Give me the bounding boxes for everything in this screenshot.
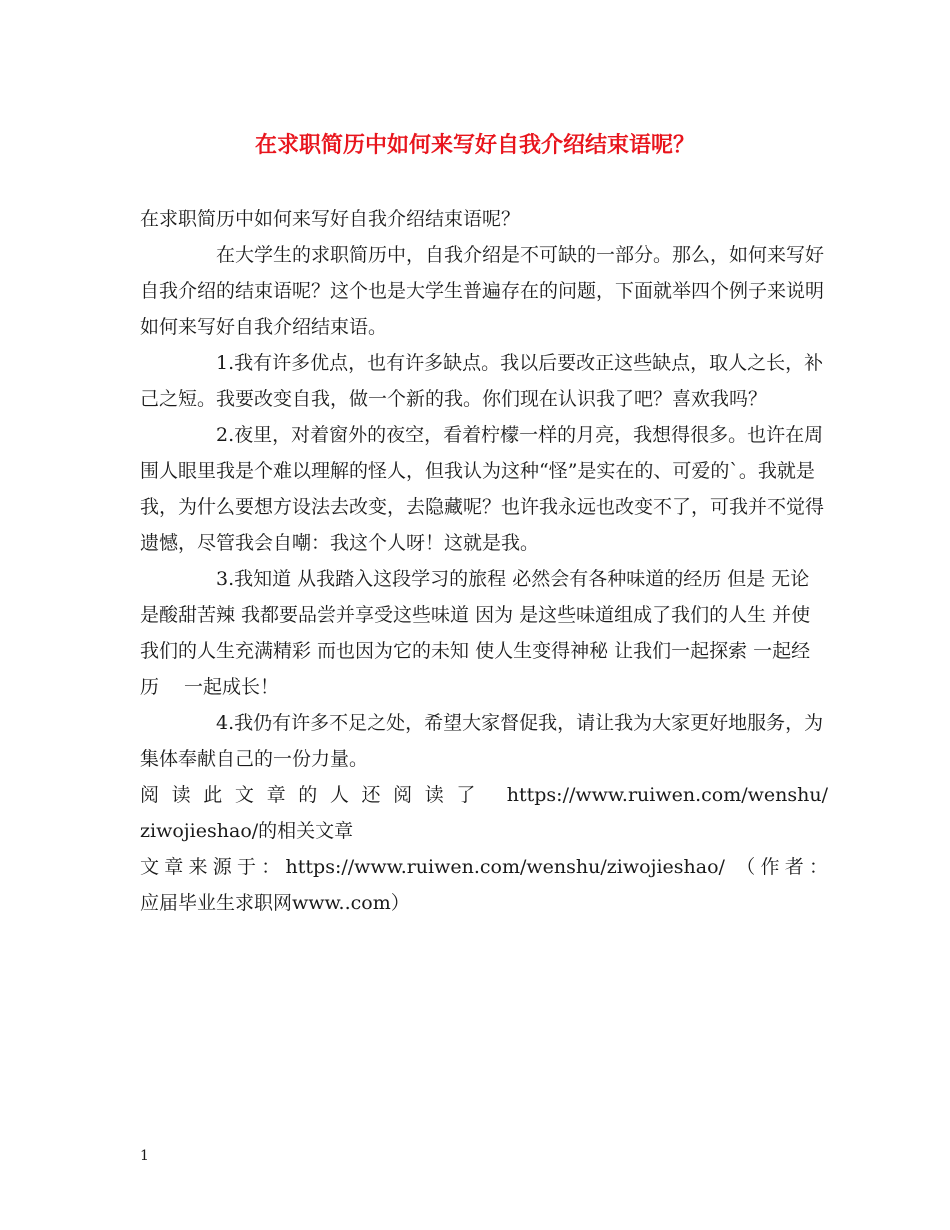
list-item: 1.我有许多优点，也有许多缺点。我以后要改正这些缺点，取人之长，补己之短。我要改变自我，做一个新的我。你们现在认识我了吧？喜欢我吗？ (140, 352, 824, 410)
intro-paragraph: 在大学生的求职简历中，自我介绍是不可缺的一部分。那么，如何来写好自我介绍的结束语呢？这个也是大学生普遍存在的问题，下面就举四个例子来说明如何来写好自我介绍结束语。 (140, 244, 825, 338)
list-item: 2.夜里，对着窗外的夜空，看着柠檬一样的月亮，我想得很多。也许在周围人眼里我是个难以理解的怪人，但我认为这种“怪”是实在的、可爱的`。我就是我，为什么要想方设法去改变，去隐藏呢？也许我永远也改变不了，可我并不觉得遗憾，尽管我会自嘲：我这个人呀！这就是我。 (140, 424, 825, 554)
article-body (140, 201, 828, 921)
related-articles-line: 阅读此文章的人还阅读了 https://www.ruiwen.com/wenshu/ (140, 784, 828, 806)
source-line-2: 应届毕业生求职网www..com） (140, 892, 410, 914)
list-item: 4.我仍有许多不足之处，希望大家督促我，请让我为大家更好地服务，为集体奉献自己的一份力量。 (140, 712, 824, 770)
related-articles-line-2: ziwojieshao/的相关文章 (140, 820, 354, 842)
page-title: 在求职简历中如何来写好自我介绍结束语呢？ (254, 132, 695, 158)
source-line: 文章来源于：https://www.ruiwen.com/wenshu/ziwojieshao/ （作者： (140, 856, 828, 878)
article-subtitle: 在求职简历中如何来写好自我介绍结束语呢？ (140, 208, 521, 230)
page-number: 1 (140, 1148, 149, 1164)
list-item: 3.我知道 从我踏入这段学习的旅程 必然会有各种味道的经历 但是 无论是酸甜苦辣 我都要品尝并享受这些味道 因为 是这些味道组成了我们的人生 并使我们的人生充满精彩 而也因为它的未知 使人生变得神秘 让我们一起探索 一起经历 一起成长！ (140, 568, 811, 698)
